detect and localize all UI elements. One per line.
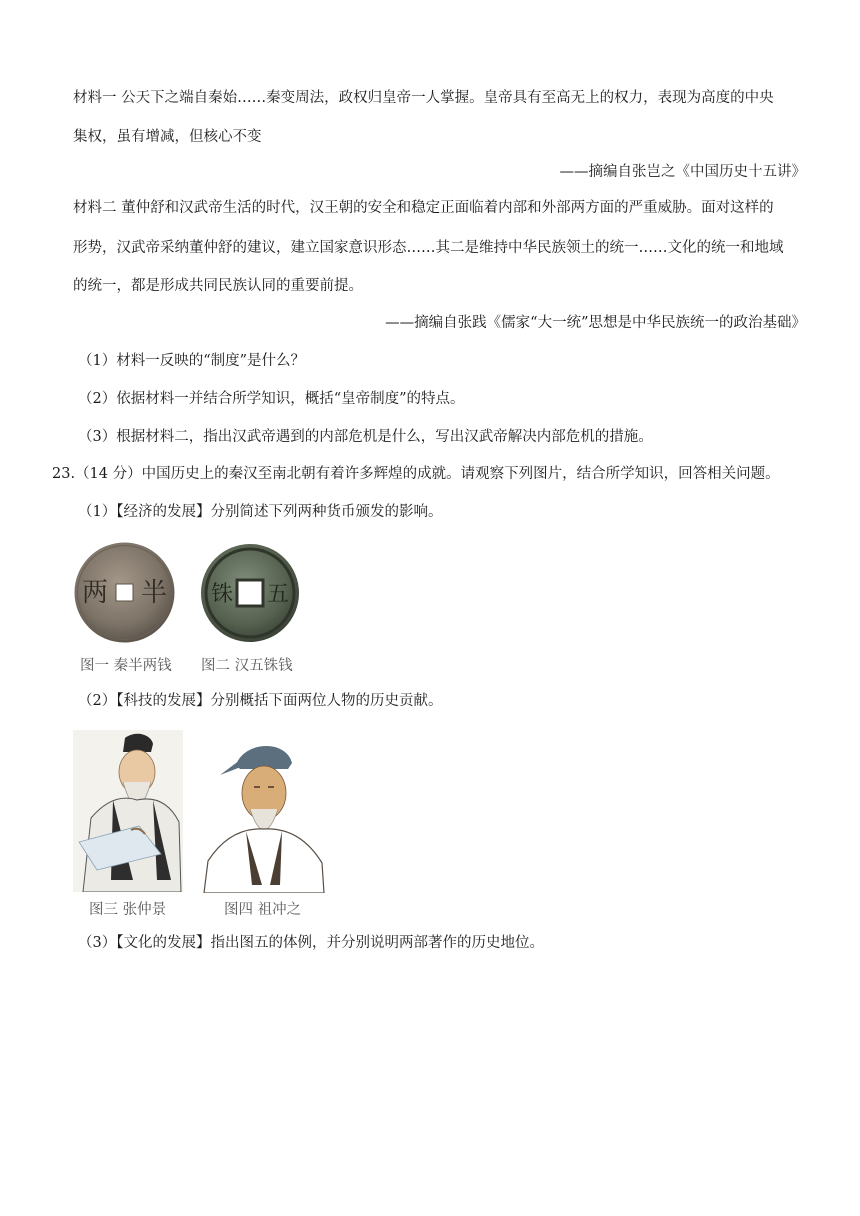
qin-banliang-coin-image (73, 541, 176, 644)
fig4-caption: 图四 祖冲之 (224, 902, 302, 918)
fig1-caption: 图一 秦半两钱 (80, 658, 172, 674)
material2-line2: 形势，汉武帝采纳董仲舒的建议，建立国家意识形态……其二是维持中华民族领土的统一……文化的统一和地域 (73, 240, 784, 256)
han-wuzhu-coin-image (200, 543, 300, 643)
q22-sub2: （2）依据材料一并结合所学知识，概括“皇帝制度”的特点。 (78, 391, 465, 407)
q23-stem: 23.（14 分）中国历史上的秦汉至南北朝有着许多辉煌的成就。请观察下列图片，结合所学知识，回答相关问题。 (52, 466, 780, 482)
q22-sub1: （1）材料一反映的“制度”是什么？ (78, 353, 306, 369)
material1-line2: 集权，虽有增减，但核心不变 (73, 129, 262, 145)
material2-source: ——摘编自张践《儒家“大一统”思想是中华民族统一的政治基础》 (385, 315, 806, 331)
material2-line3: 的统一，都是形成共同民族认同的重要前提。 (73, 278, 363, 294)
fig2-caption: 图二 汉五铢钱 (201, 658, 293, 674)
q23-sub1: （1）【经济的发展】分别简述下列两种货币颁发的影响。 (78, 504, 443, 520)
coin2-char-right: 五 (266, 582, 290, 607)
q23-sub3: （3）【文化的发展】指出图五的体例，并分别说明两部著作的历史地位。 (78, 935, 544, 951)
coin1-char-right: 半 (140, 578, 168, 608)
fig3-caption: 图三 张仲景 (89, 902, 167, 918)
q22-sub3: （3）根据材料二，指出汉武帝遇到的内部危机是什么，写出汉武帝解决内部危机的措施。 (78, 429, 653, 445)
material1-source: ——摘编自张岂之《中国历史十五讲》 (559, 164, 806, 180)
coin1-char-left: 两 (81, 578, 109, 608)
material1-line1: 材料一 公天下之端自秦始……秦变周法，政权归皇帝一人掌握。皇帝具有至高无上的权力，表现为高度的中央 (73, 90, 774, 106)
zhang-zhongjing-portrait-image (73, 730, 183, 892)
q23-sub2: （2）【科技的发展】分别概括下面两位人物的历史贡献。 (78, 693, 443, 709)
material2-line1: 材料二 董仲舒和汉武帝生活的时代，汉王朝的安全和稳定正面临着内部和外部两方面的严重威胁。面对这样的 (73, 200, 774, 216)
coin2-char-left: 铢 (210, 582, 234, 607)
zu-chongzhi-portrait-image (200, 735, 328, 893)
